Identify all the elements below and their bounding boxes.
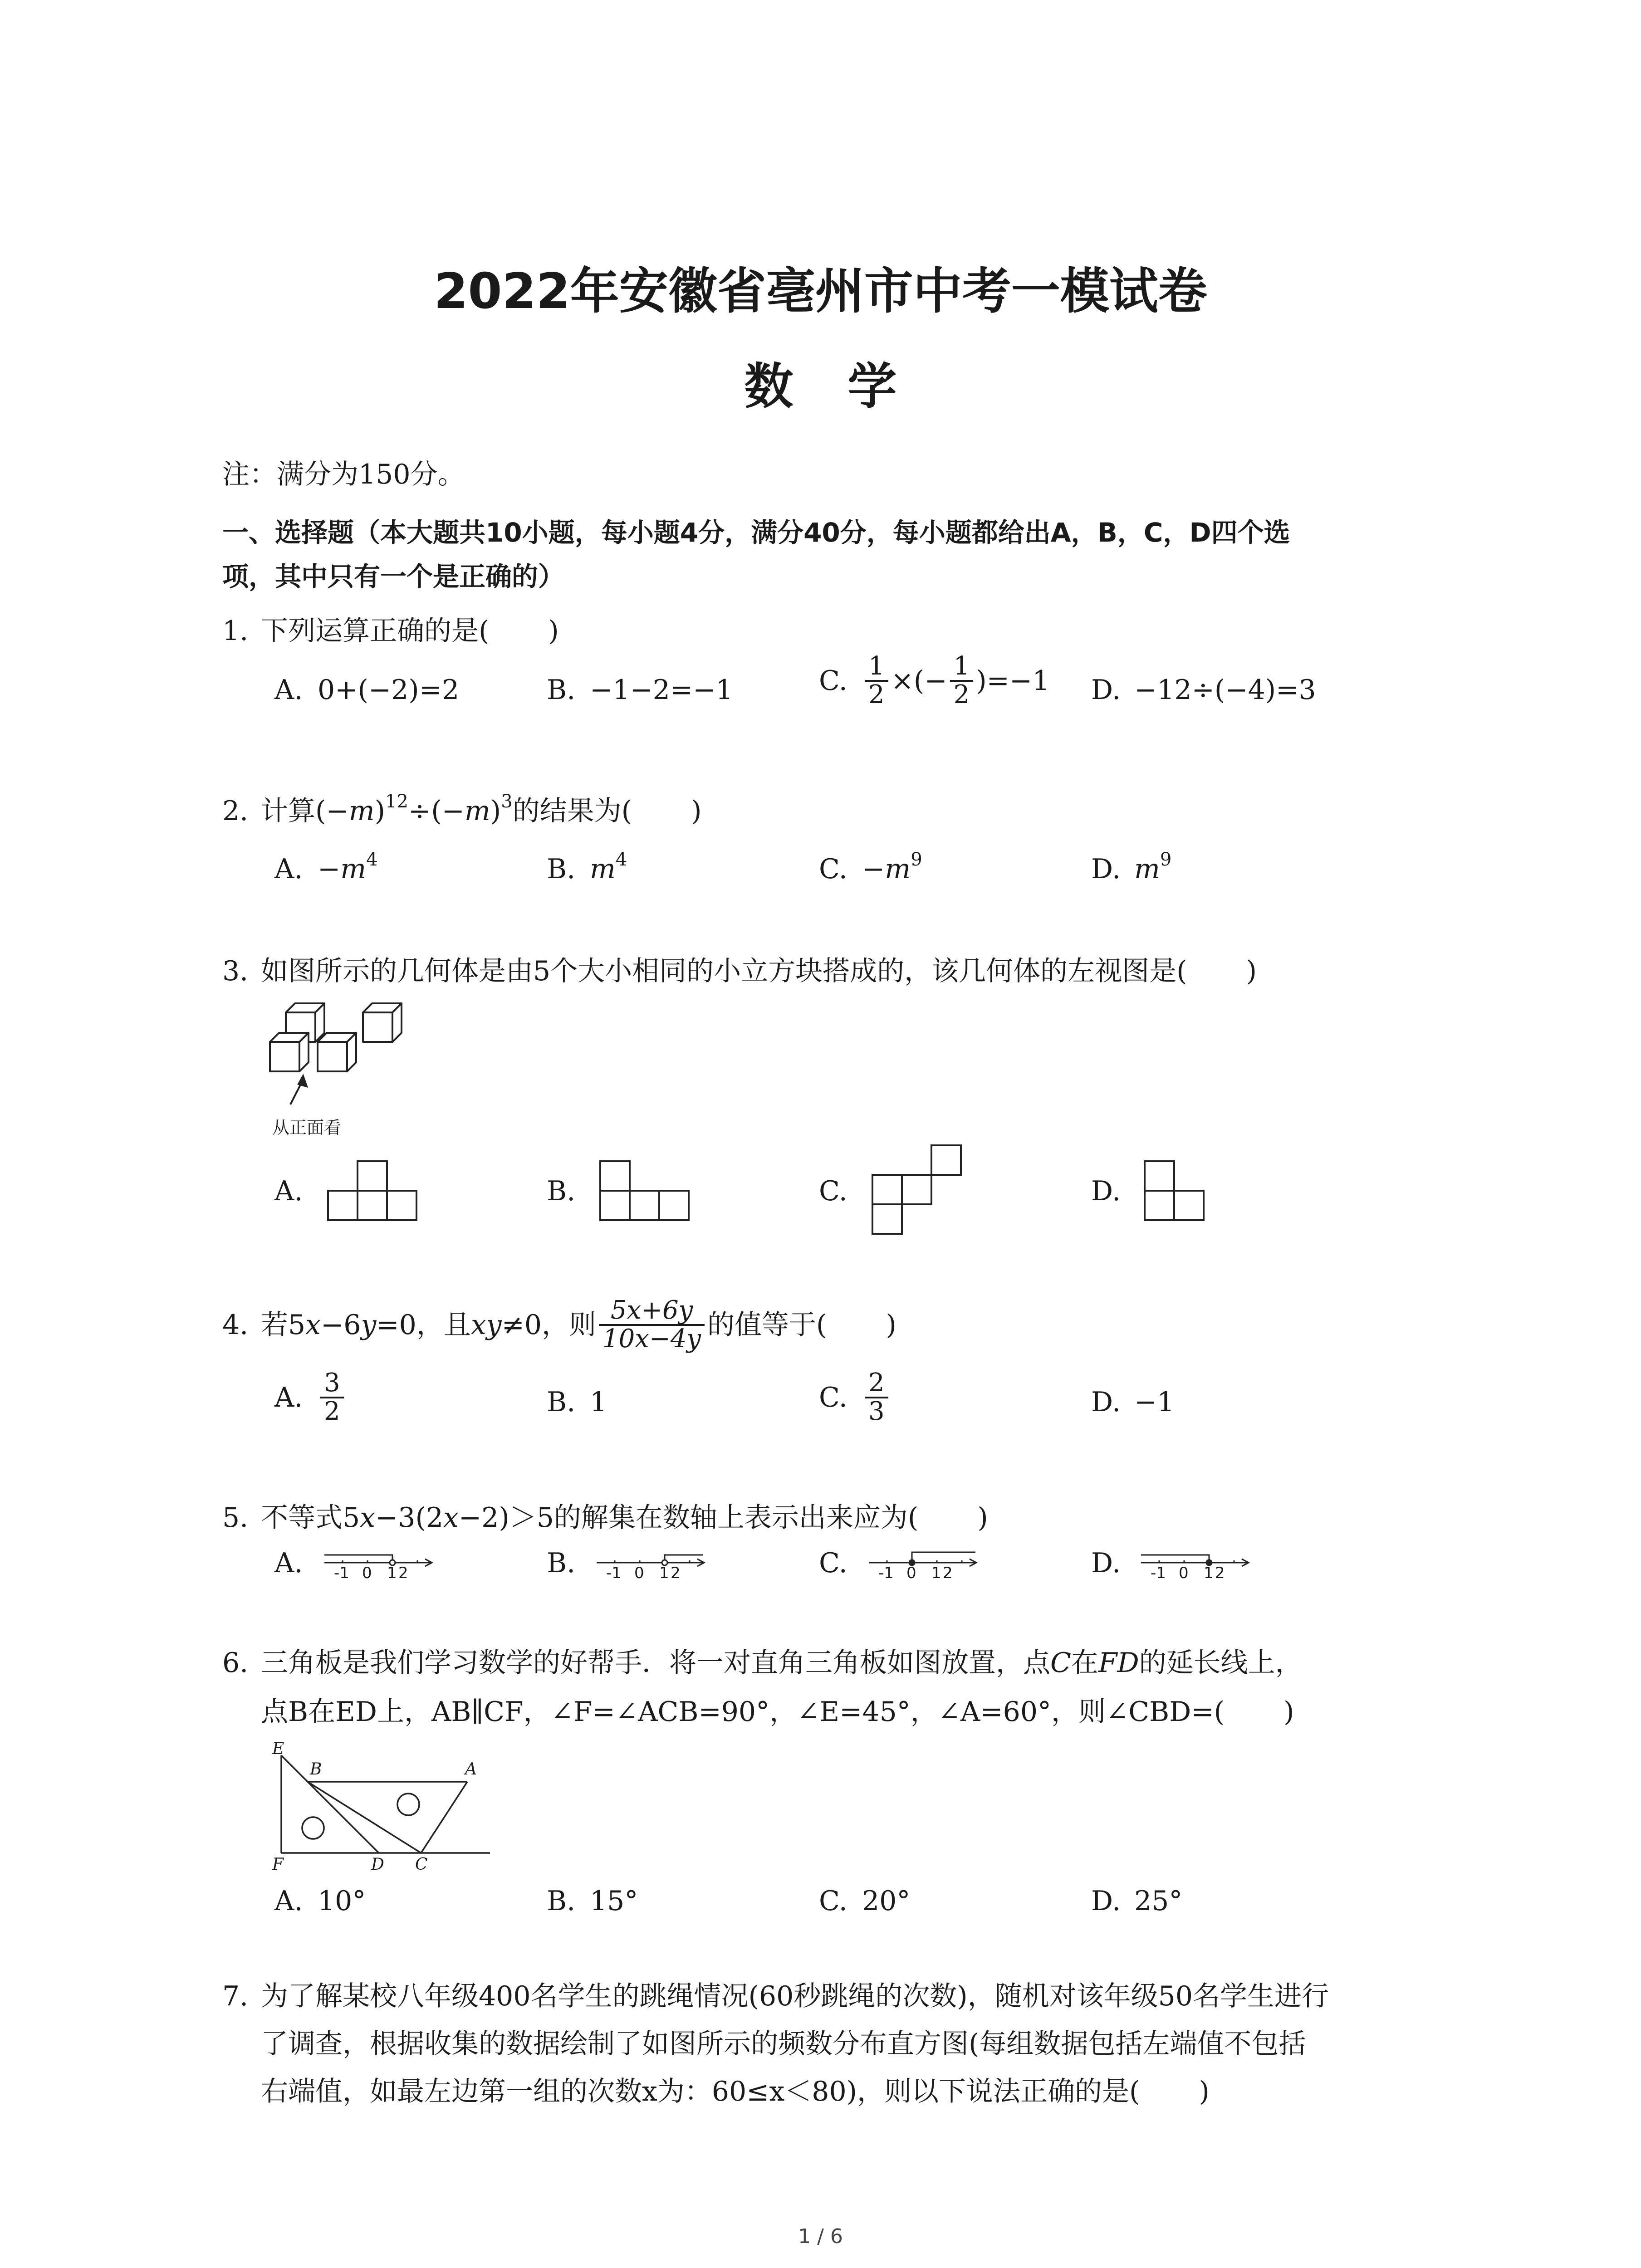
- q6-option-d[interactable]: D. 25°: [1091, 1885, 1183, 1917]
- q3-option-a-figure: [326, 1159, 421, 1222]
- q1-option-a[interactable]: A. 0+(−2)=2: [274, 674, 460, 706]
- q5-option-c[interactable]: C.: [819, 1547, 847, 1579]
- question-6-line1: 6. 三角板是我们学习数学的好帮手．将一对直角三角板如图放置，点C在FD的延长线上，: [222, 1647, 1303, 1679]
- q4-option-b[interactable]: B. 1: [547, 1386, 607, 1418]
- q6-option-c[interactable]: C. 20°: [819, 1885, 911, 1917]
- page-number: 1 / 6: [798, 2225, 843, 2248]
- q4-option-c[interactable]: C. $\frac{2}{3}$: [819, 1370, 891, 1425]
- fraction: $\frac{1}{2}$: [865, 653, 888, 709]
- fraction: $\frac{1}{2}$: [950, 653, 974, 709]
- question-7-line1: 7. 为了解某校八年级400名学生的跳绳情况(60秒跳绳的次数)，随机对该年级50名学生进行: [222, 1980, 1329, 2012]
- question-number: 7.: [222, 1980, 249, 2012]
- exam-subject: 数学: [744, 358, 951, 415]
- q2-option-c[interactable]: C. $-m^9$: [819, 849, 922, 885]
- fraction: $\frac{5x+6y}{10x-4y}$: [599, 1297, 705, 1353]
- q3-option-c-figure: [870, 1143, 965, 1238]
- q6-option-b[interactable]: B. 15°: [547, 1885, 638, 1917]
- q1-option-d[interactable]: D. −12÷(−4)=3: [1091, 674, 1316, 706]
- question-4: 4. 若5x−6y=0，且xy≠0，则 $\frac{5x+6y}{10x-4y}$ 的值等于( ): [222, 1295, 896, 1354]
- q2-option-b[interactable]: B. $m^4$: [547, 849, 627, 885]
- q5-option-a[interactable]: A.: [274, 1547, 303, 1579]
- section-heading-line1: 一、选择题（本大题共10小题，每小题4分，满分40分，每小题都给出A，B，C，D四个选: [222, 517, 1290, 548]
- question-1: 1. 下列运算正确的是( ): [222, 615, 559, 647]
- question-3: 3. 如图所示的几何体是由5个大小相同的小立方块搭成的，该几何体的左视图是( ): [222, 955, 1257, 987]
- question-7-line2: 了调查，根据收集的数据绘制了如图所示的频数分布直方图(每组数据包括左端值不包括: [261, 2028, 1306, 2060]
- q1-option-b[interactable]: B. −1−2=−1: [547, 674, 733, 706]
- question-number: 5.: [222, 1502, 249, 1534]
- q6-option-a[interactable]: A. 10°: [274, 1885, 366, 1917]
- q4-option-a[interactable]: A. $\frac{3}{2}$: [274, 1370, 347, 1425]
- question-5: 5. 不等式5x−3(2x−2)＞5的解集在数轴上表示出来应为( ): [222, 1502, 988, 1534]
- question-number: 1.: [222, 615, 249, 647]
- section-heading-line2: 项，其中只有一个是正确的）: [222, 561, 565, 592]
- q5-option-d[interactable]: D.: [1091, 1547, 1121, 1579]
- q1-option-c[interactable]: C. $\frac{1}{2}$ ×(− $\frac{1}{2}$ )=−1: [819, 651, 1050, 709]
- q3-option-d-figure: [1142, 1159, 1210, 1222]
- question-text: 下列运算正确的是(: [261, 615, 490, 647]
- question-6-line2: 点B在ED上，AB∥CF，∠F=∠ACB=90°，∠E=45°，∠A=60°，则∠CBD=( ): [261, 1696, 1294, 1728]
- q3-option-a[interactable]: A.: [274, 1175, 303, 1207]
- q3-option-b-figure: [598, 1159, 693, 1222]
- question-2: 2. 计算$(-m)^{12}\div(-m)^3$的结果为( ): [222, 791, 702, 827]
- question-number: 3.: [222, 955, 249, 987]
- triangle-figure: [277, 1751, 495, 1864]
- question-7-line3: 右端值，如最左边第一组的次数x为：60≤x＜80)，则以下说法正确的是( ): [261, 2076, 1210, 2107]
- question-number: 4.: [222, 1309, 249, 1341]
- question-number: 6.: [222, 1647, 249, 1679]
- exam-page: 2022年安徽省亳州市中考一模试卷 数学 注：满分为150分。 一、选择题（本大题共10小题，每小题4分，满分40分，每小题都给出A，B，C，D四个选 项，其中只有一个是正确的） 1. 下列运算正确的是( ) A. 0+(−2)=2 B. −1−2=−1 C. $\frac{1}{2}$ ×(− $\frac{1}{2}$ )=−1 D. −12÷(−4)=3 2. 计算$(-m)^{12}\div(-m)^3$的结果为( ) A. $-m^4$ B. $m^4$ C. $-m^9$ D. $m^9$ 3. 如图所示的几何体是由5个大小相同的小立方块搭成的，该几何体的左视图是( ) 从正面看 A. B. C. D. 4. 若5x−6y=0，且xy≠0，则 $\frac{5x+6y}{10x-4y}$ 的值等于( ) A. $\frac{3}{2}$ B. 1 C. $\frac{2}{3}$ D. −1 5. 不等式5x−3(2x−2)＞5的解集在数轴上表示出来应为( ) A. -1 0 1 2 B. -1 0 1 2 C. -1 0 1 2 D. -1 0 1 2 6. 三角板是我们学习数学的好帮手．将一对直角三角板如图放置，点C在FD的延长线上， 点B在ED上，AB∥CF，∠F=∠ACB=90°，∠E=45°，∠A=60°，则∠CBD=( ) E B A F D C A. 10° B. 15° C. 20° D. 25° 7. 为了解某校八年级400名学生的跳绳情况(60秒跳绳的次数)，随机对该年级50名学生进行 了调查，根据收集的数据绘制了如图所示的频数分布直方图(每组数据包括左端值不包括 右端值，如最左边第一组的次数x为：60≤x＜80)，则以下说法正确的是( ) 1 / 6: [0, 0, 1641, 2268]
- question-number: 2.: [222, 795, 249, 827]
- q3-option-b[interactable]: B.: [547, 1175, 576, 1207]
- q3-option-c[interactable]: C.: [819, 1175, 847, 1207]
- exam-title: 2022年安徽省亳州市中考一模试卷: [434, 263, 1207, 320]
- q4-option-d[interactable]: D. −1: [1091, 1386, 1175, 1418]
- q2-option-d[interactable]: D. $m^9$: [1091, 849, 1172, 885]
- q5-option-b[interactable]: B.: [547, 1547, 576, 1579]
- score-note: 注：满分为150分。: [222, 459, 465, 490]
- front-view-label: 从正面看: [272, 1118, 342, 1138]
- q3-option-d[interactable]: D.: [1091, 1175, 1121, 1207]
- q2-option-a[interactable]: A. $-m^4$: [274, 849, 378, 885]
- cube-figure: [268, 1002, 431, 1107]
